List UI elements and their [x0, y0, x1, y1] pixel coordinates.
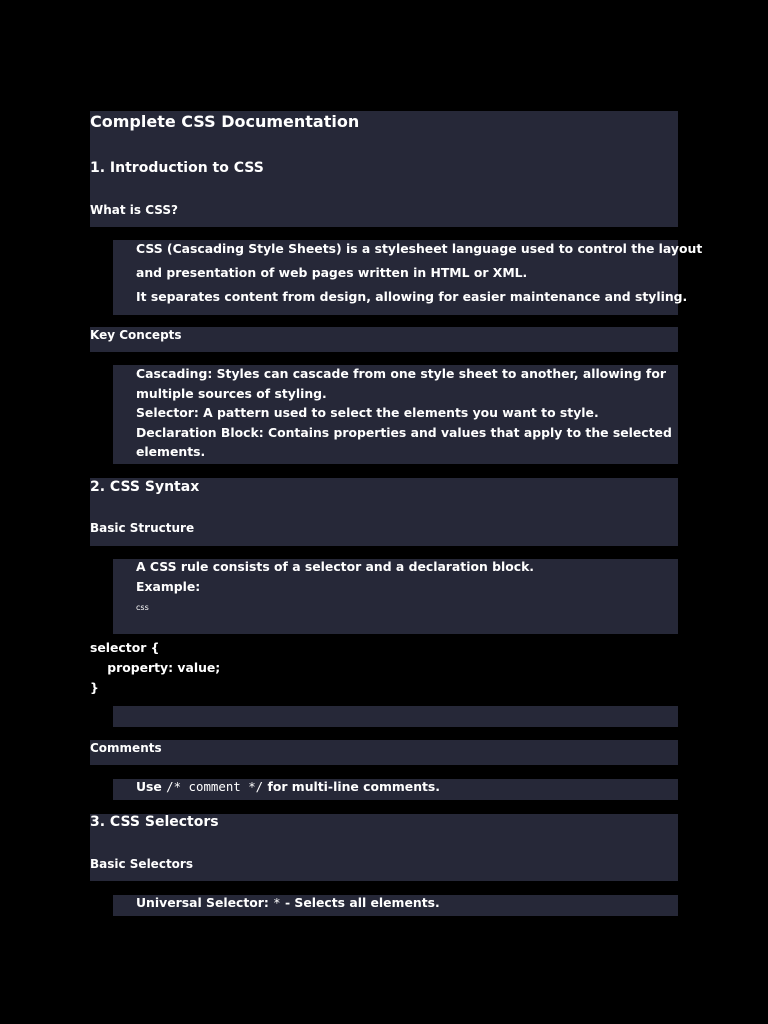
code-line: } [90, 680, 99, 695]
key-concepts-list [136, 364, 672, 462]
list-item: It separates content from design, allowing for easier maintenance and styling. [136, 289, 688, 304]
list-item: A CSS rule consists of a selector and a declaration block. [136, 559, 535, 574]
subheading-key-concepts: Key Concepts [90, 328, 182, 342]
list-item: CSS (Cascading Style Sheets) is a stylesheet language used to control the layout [136, 241, 703, 256]
code-language-label: css [136, 603, 149, 612]
code-line: property: value; [90, 660, 221, 675]
inline-code: /* comment */ [166, 779, 264, 794]
inline-code: * [273, 895, 281, 910]
list-item: elements. [136, 444, 206, 459]
list-item: Declaration Block: Contains properties and values that apply to the selected [136, 424, 672, 440]
code-block [90, 638, 220, 698]
comments-item [136, 777, 440, 797]
list-item: Cascading: Styles can cascade from one style sheet to another, allowing for [136, 366, 666, 381]
subheading-what-is-css: What is CSS? [90, 203, 178, 217]
comments-prefix: Use [136, 779, 167, 794]
comments-suffix: for multi-line comments. [263, 779, 441, 794]
basic-structure-list [136, 557, 534, 596]
what-is-css-list [136, 237, 702, 309]
universal-selector-item [136, 893, 440, 913]
universal-suffix: - Selects all elements. [280, 895, 440, 910]
list-item: and presentation of web pages written in HTML or XML. [136, 265, 528, 280]
universal-prefix: Universal Selector: [136, 895, 274, 910]
section-heading-intro: 1. Introduction to CSS [90, 160, 264, 176]
subheading-comments: Comments [90, 741, 162, 755]
page-title: Complete CSS Documentation [90, 112, 360, 131]
section-heading-syntax: 2. CSS Syntax [90, 479, 200, 495]
subheading-basic-structure: Basic Structure [90, 521, 195, 535]
list-item: multiple sources of styling. [136, 385, 327, 401]
subheading-basic-selectors: Basic Selectors [90, 857, 193, 871]
section-heading-selectors: 3. CSS Selectors [90, 814, 219, 830]
list-item: Example: [136, 578, 201, 594]
comments-header-panel [90, 740, 678, 765]
list-item: Selector: A pattern used to select the elements you want to style. [136, 405, 599, 420]
empty-list-panel [113, 706, 678, 727]
code-line: selector { [90, 640, 160, 655]
